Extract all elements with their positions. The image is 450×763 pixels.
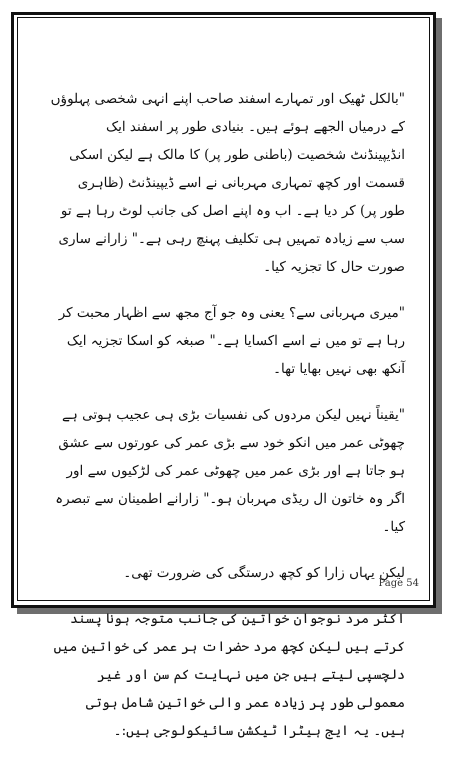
paragraph-1: "بالکل ٹھیک اور تمہارے اسفند صاحب اپنے انہی شخصی پہلوؤں کے درمیاں الجھے ہوئے ہیں۔ بنیادی طور پر اسفند ایک انڈیپینڈنٹ شخصیت (باطنی طور پر) کا مالک ہے لیکن اسکی قسمت اور کچھ تمہاری مہربانی نے اسے ڈیپینڈنٹ (ظاہری طور پر) کر دیا ہے۔ اب وہ اپنے اصل کی جانب لوٹ رہا ہے تو سب سے زیادہ تمہیں ہی تکلیف پہنچ رہی ہے۔" زارانے ساری صورت حال کا تجزیہ کیا۔	[50, 91, 405, 275]
paragraph-2: "میری مہربانی سے؟ یعنی وہ جو آج مجھ سے اظہار محبت کر رہا ہے تو میں نے اسے اکسایا ہے۔" صبغہ کو اسکا تجزیہ ایک آنکھ بھی نہیں بھایا تھا۔	[58, 305, 405, 377]
frame-shadow-right	[436, 18, 442, 614]
page-body	[50, 85, 405, 763]
paragraph-4: لیکن یہاں زارا کو کچھ درستگی کی ضرورت تھی۔	[123, 565, 405, 581]
page-number: Page 54	[378, 578, 419, 589]
paragraph-5: اکثر مرد نوجوان خواتین کی جانب متوجہ ہونا پسند کرتے ہیں لیکن کچھ مرد حضرات ہر عمر کی خواتین میں دلچسپی لیتے ہیں جن میں نہایت کم سن اور غیر معمولی طور پر زیادہ عمر والی خواتین شامل ہوتی ہیں۔ یہ ایج ہیٹرا ٹیکشن سائیکولوجی ہیں:۔	[53, 611, 405, 739]
paragraph-3: "یقیناً نہیں لیکن مردوں کی نفسیات بڑی ہی عجیب ہوتی ہے چھوٹی عمر میں انکو خود سے بڑی عمر کی عورتوں سے عشق ہو جاتا ہے اور بڑی عمر میں چھوٹی عمر کی لڑکیوں سے اور اگر وہ خاتون ال ریڈی مہربان ہو۔" زارانے اطمینان سے تبصرہ کیا۔	[55, 407, 405, 535]
